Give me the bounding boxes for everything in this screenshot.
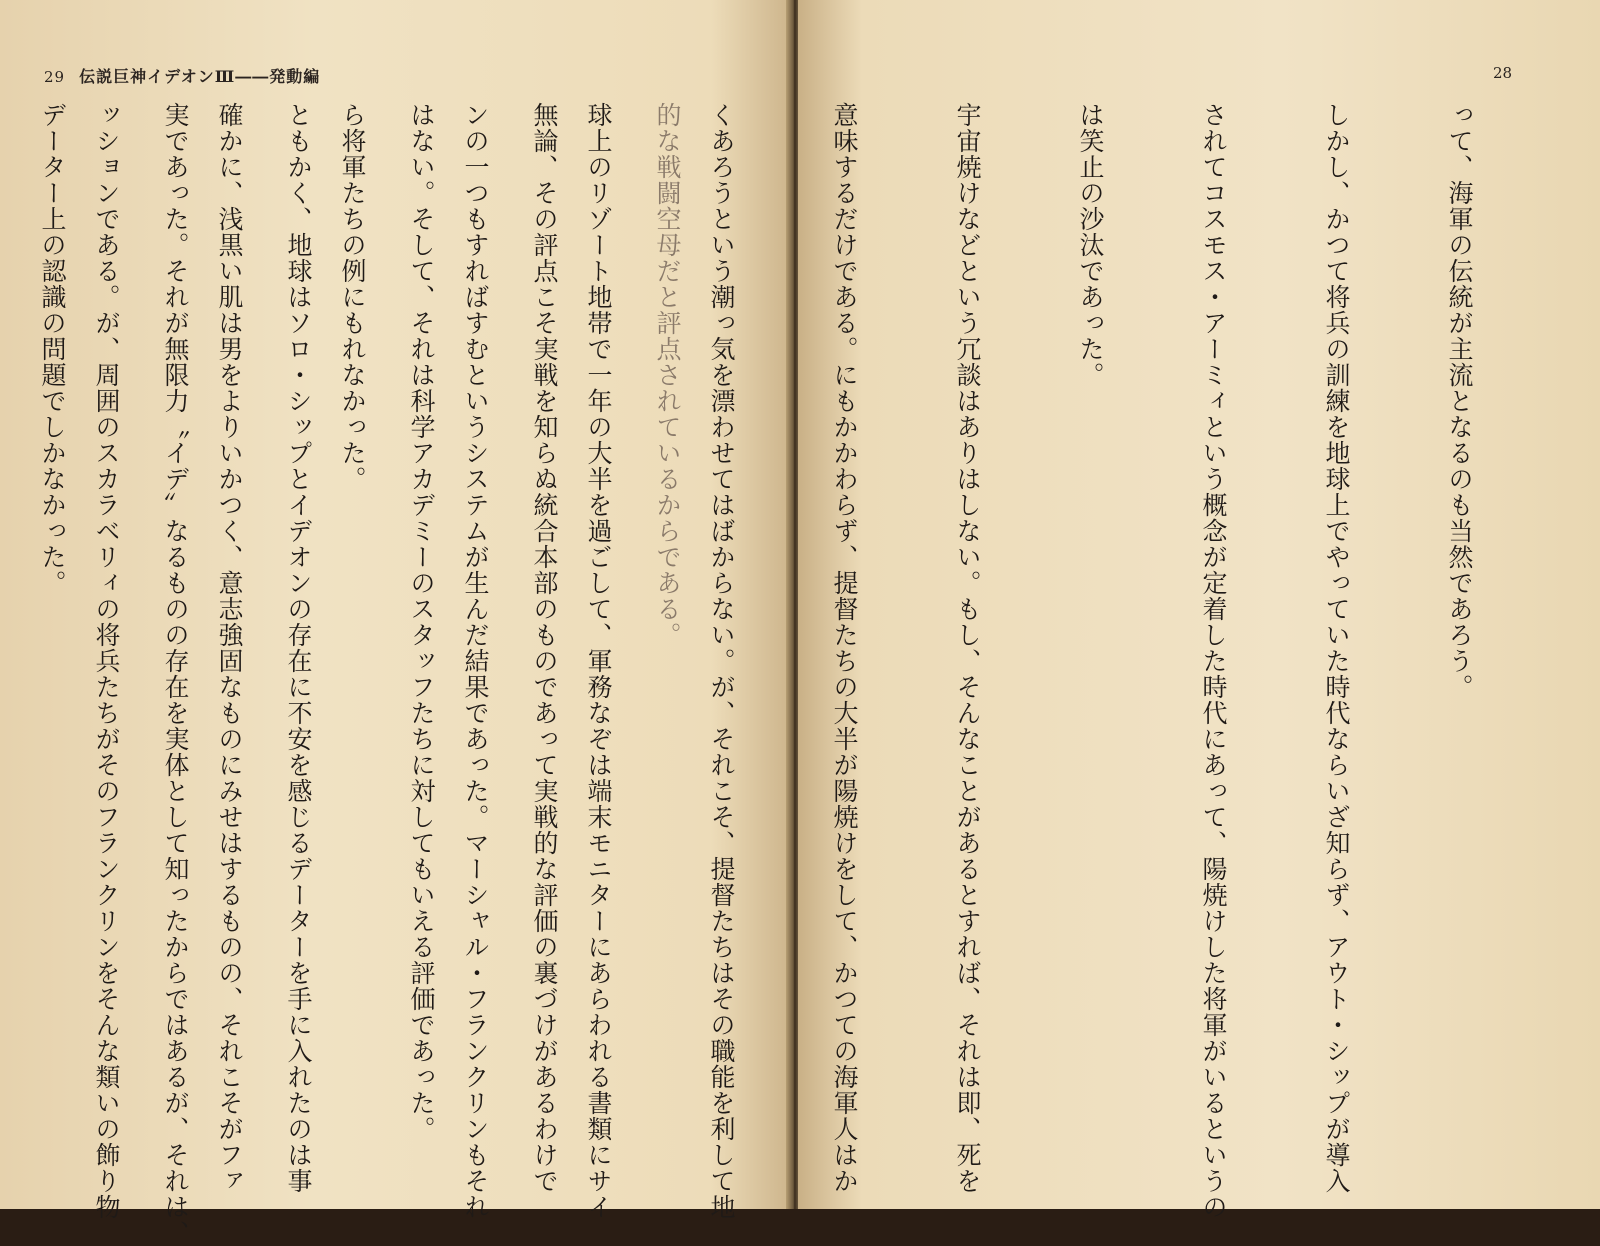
text-line: くあろうという潮っ気を漂わせてはばからない。が、それこそ、提督たちはその職能を利して地: [707, 102, 736, 1220]
text-line: 宇宙焼けなどという冗談はありはしない。もし、そんなことがあるとすれば、それは即、死を: [953, 102, 982, 1194]
text-line: って、海軍の伝統が主流となるのも当然であろう。: [1445, 102, 1474, 700]
text-line: データー上の認識の問題でしかなかった。: [38, 102, 67, 596]
text-line: ともかく、地球はソロ・シップとイデオンの存在に不安を感じるデーターを手に入れたのは事: [284, 102, 313, 1194]
page-number-right: 28: [1493, 64, 1513, 82]
text-line: 実であった。それが無限力〝イデ〟なるものの存在を実体として知ったからではあるが、それは、: [161, 102, 190, 1246]
text-line: はない。そして、それは科学アカデミーのスタッフたちに対してもいえる評価であった。: [407, 102, 436, 1142]
text-line: されてコスモス・アーミィという概念が定着した時代にあって、陽焼けした将軍がいるというの: [1199, 102, 1228, 1220]
text-line: 無論、その評点こそ実戦を知らぬ統合本部のものであって実戦的な評価の裏づけがあるわけで: [530, 102, 559, 1194]
text-line: 意味するだけである。にもかかわらず、提督たちの大半が陽焼けをして、かつての海軍人はか: [830, 102, 859, 1194]
text-line: 球上のリゾート地帯で一年の大半を過ごして、軍務なぞは端末モニターにあらわれる書類にサイ: [584, 102, 613, 1220]
text-line: 確かに、浅黒い肌は男をよりいかつく、意志強固なものにみせはするものの、それこそがファ: [215, 102, 244, 1194]
text-line: [0, 102, 4, 1177]
text-line: しかし、かつて将兵の訓練を地球上でやっていた時代ならいざ知らず、アウト・シップが導入: [1322, 102, 1351, 1194]
text-line: ッションである。が、周囲のスカラベリィの将兵たちがそのフランクリンをそんな類いの飾り物: [92, 102, 121, 1220]
text-line: ンの一つもすればすむというシステムが生んだ結果であった。マーシャル・フランクリンもそれ: [461, 102, 490, 1220]
running-head-title: 伝説巨神イデオンⅢ――発動編: [79, 67, 321, 86]
text-line: 的な戦闘空母だと評点されているからである。: [653, 102, 682, 648]
running-head: [44, 64, 320, 87]
text-line: ら将軍たちの例にもれなかった。: [338, 102, 367, 492]
page-number-left: 29: [44, 68, 66, 86]
text-line: は笑止の沙汰であった。: [1076, 102, 1105, 388]
